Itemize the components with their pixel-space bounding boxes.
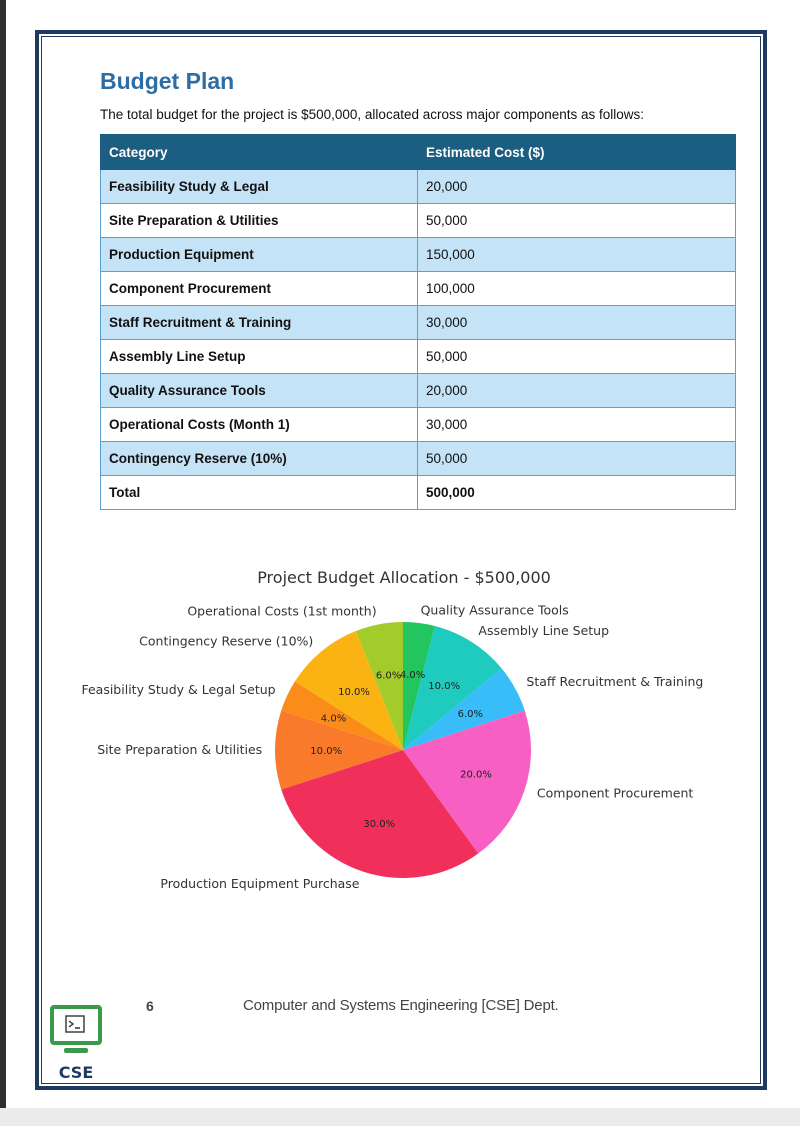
header-category: Category [101,135,418,170]
row-cost: 100,000 [418,272,736,306]
row-category: Staff Recruitment & Training [101,306,418,340]
pie-category-label: Assembly Line Setup [478,623,610,639]
department-footer: Computer and Systems Engineering [CSE] Dept. [243,997,559,1014]
table-row [101,306,736,340]
row-cost: 30,000 [418,408,736,442]
pie-category-label: Feasibility Study & Legal Setup [81,682,276,698]
row-cost: 50,000 [418,340,736,374]
pie-category-label: Quality Assurance Tools [420,602,569,618]
row-cost: 20,000 [418,170,736,204]
table-row [101,238,736,272]
row-category: Quality Assurance Tools [101,374,418,408]
pie-category-label: Staff Recruitment & Training [526,674,704,690]
row-category: Contingency Reserve (10%) [101,442,418,476]
table-row [101,204,736,238]
row-category: Production Equipment [101,238,418,272]
table-row [101,442,736,476]
row-cost: 150,000 [418,238,736,272]
table-header-row [101,135,736,170]
monitor-stand-icon [64,1048,88,1053]
row-category: Assembly Line Setup [101,340,418,374]
pie-category-label: Operational Costs (1st month) [187,603,377,619]
pie-pct-label: 10.0% [310,746,343,757]
header-cost: Estimated Cost ($) [418,135,736,170]
row-category: Operational Costs (Month 1) [101,408,418,442]
pie-pct-label: 10.0% [428,681,461,693]
pie-pct-label: 6.0% [375,670,402,682]
logo-text: CSE [58,1063,94,1082]
budget-pie-chart [0,555,800,900]
table-row [101,170,736,204]
row-cost: 50,000 [418,204,736,238]
monitor-icon [52,1007,100,1043]
pie-pct-label: 20.0% [460,769,492,781]
chart-title: Project Budget Allocation - $500,000 [257,568,551,587]
table-row [101,408,736,442]
pie-pct-label: 10.0% [338,686,370,698]
pie-pct-label: 4.0% [320,713,347,725]
row-category: Site Preparation & Utilities [101,204,418,238]
pie-pct-label: 4.0% [399,669,426,681]
row-cost: 50,000 [418,442,736,476]
total-cost: 500,000 [418,476,736,510]
pie-pct-label: 6.0% [457,709,484,720]
table-row [101,340,736,374]
pie-category-label: Component Procurement [536,785,694,801]
row-category: Component Procurement [101,272,418,306]
budget-table [100,134,736,510]
pie-category-label: Site Preparation & Utilities [97,742,263,757]
total-label: Total [101,476,418,510]
row-cost: 20,000 [418,374,736,408]
table-total-row [101,476,736,510]
pie-category-label: Production Equipment Purchase [160,875,360,891]
row-category: Feasibility Study & Legal [101,170,418,204]
table-row [101,374,736,408]
row-cost: 30,000 [418,306,736,340]
table-row [101,272,736,306]
viewer-bottom-edge [0,1108,800,1126]
cse-logo [48,1004,104,1084]
intro-text: The total budget for the project is $500,000, allocated across major components as follows: [100,107,645,122]
page-number: 6 [146,998,154,1014]
pie-pct-label: 30.0% [363,819,396,830]
page-title: Budget Plan [100,68,235,94]
pie-category-label: Contingency Reserve (10%) [139,633,314,649]
